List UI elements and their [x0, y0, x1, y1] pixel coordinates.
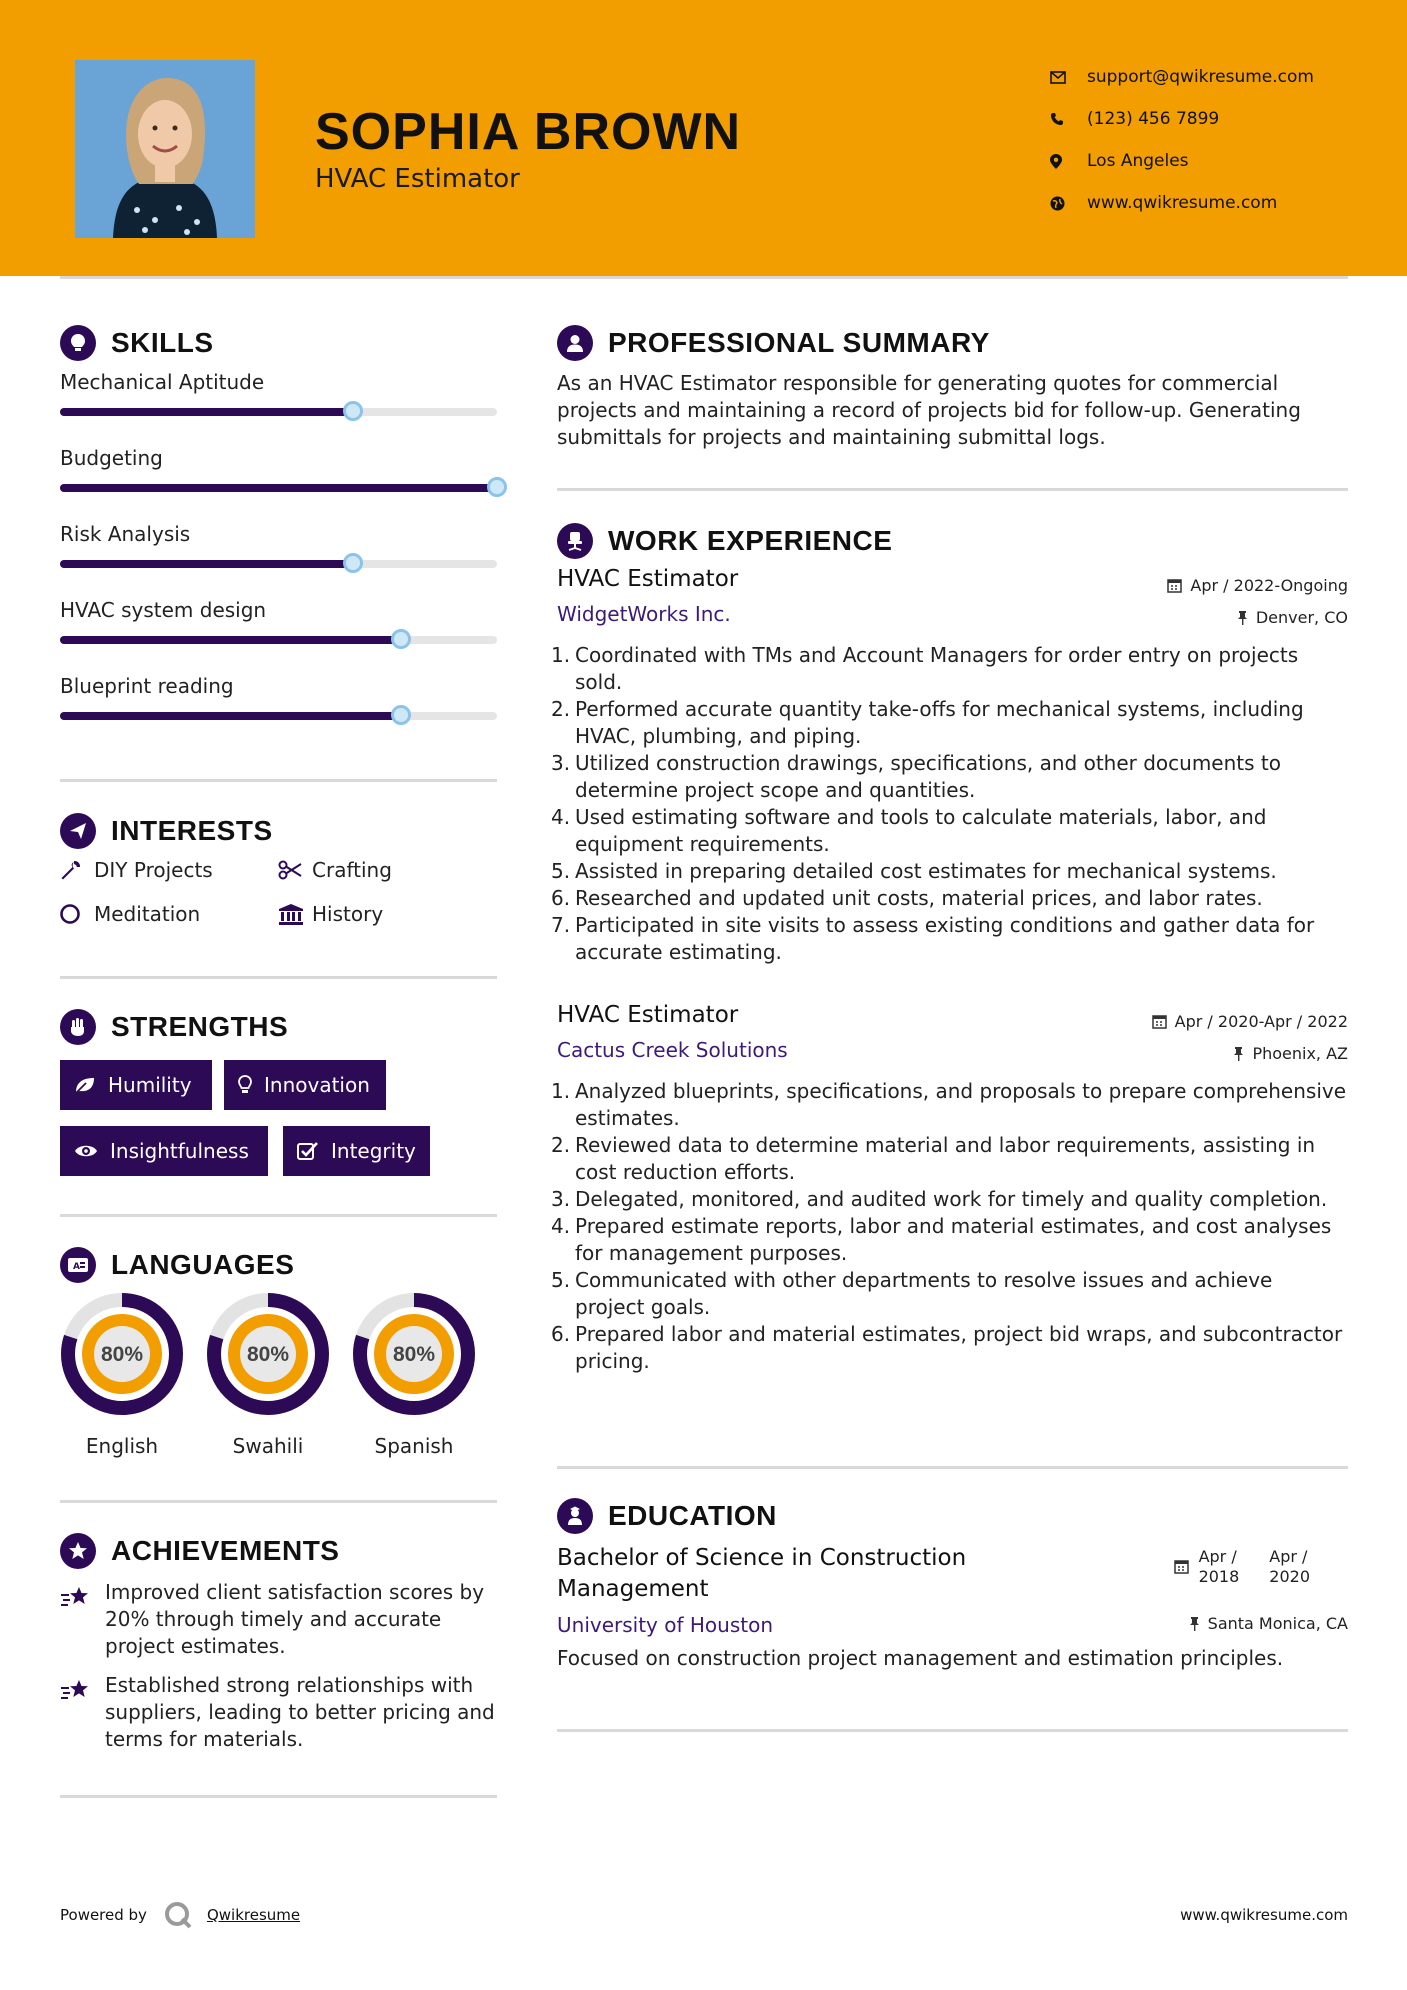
achievement-item: Established strong relationships with suppliers, leading to better pricing and terms for materials. [60, 1672, 497, 1753]
education-heading: EDUCATION [557, 1497, 1348, 1535]
duty-item [551, 858, 1348, 885]
duty-item [551, 750, 1348, 804]
interest-crafting: Crafting [278, 858, 392, 882]
skill-label: Budgeting [60, 446, 163, 470]
achievements-heading: ACHIEVEMENTS [60, 1532, 497, 1570]
language-label: English [85, 1434, 159, 1458]
duty-text: Researched and updated unit costs, material prices, and labor rates. [575, 886, 1263, 910]
footer-website-link[interactable]: www.qwikresume.com [1180, 1906, 1348, 1924]
circle-icon [60, 903, 94, 925]
skill-bar [60, 484, 497, 492]
paper-plane-icon [60, 813, 96, 849]
duty-item [551, 1321, 1348, 1375]
shooting-star-icon [60, 1579, 105, 1660]
duty-text: Performed accurate quantity take-offs for mechanical systems, including HVAC, plumbing, and piping. [575, 697, 1304, 748]
education-start: Apr / 2018 [1198, 1547, 1240, 1586]
interest-history: History [278, 902, 383, 926]
job-dates: Apr / 2022-Ongoing [1167, 576, 1348, 595]
job-location: Phoenix, AZ [1233, 1044, 1348, 1063]
envelope-icon [1050, 71, 1087, 84]
leaf-icon [74, 1076, 96, 1094]
skill-slider-handle[interactable] [391, 705, 411, 725]
education-entry [557, 1543, 1348, 1683]
qwikresume-logo-icon [163, 1900, 193, 1930]
skill-bar [60, 712, 497, 720]
strength-tag-insightfulness: Insightfulness [60, 1126, 268, 1176]
eye-icon [74, 1143, 98, 1159]
skill-bar-fill [60, 712, 401, 720]
duty-text: Utilized construction drawings, specifications, and other documents to determine project scope and quantities. [575, 751, 1281, 802]
skill-label: Risk Analysis [60, 522, 191, 546]
header-banner [0, 0, 1407, 276]
duty-text: Reviewed data to determine material and labor requirements, assisting in cost reduction efforts. [575, 1133, 1316, 1184]
skills-list [60, 370, 497, 740]
languages-section [60, 1246, 497, 1284]
phone-icon [1050, 112, 1087, 126]
language-percent: 80% [246, 1343, 290, 1366]
fist-icon [60, 1009, 96, 1045]
summary-section [557, 324, 1348, 451]
language-item [206, 1292, 330, 1458]
duty-text: Communicated with other departments to resolve issues and achieve project goals. [575, 1268, 1273, 1319]
wrench-icon [60, 859, 94, 881]
duty-text: Delegated, monitored, and audited work for timely and quality completion. [575, 1187, 1328, 1211]
duty-number: 4. [551, 805, 571, 829]
contact-location: Los Angeles [1050, 140, 1314, 182]
skill-label: Mechanical Aptitude [60, 370, 265, 394]
language-ring [60, 1292, 184, 1416]
company-name[interactable]: WidgetWorks Inc. [557, 602, 731, 626]
duty-number: 6. [551, 886, 571, 910]
profile-photo [75, 60, 255, 238]
education-description: Focused on construction project management and estimation principles. [557, 1646, 1284, 1670]
language-item [352, 1292, 476, 1458]
skill-slider-handle[interactable] [343, 401, 363, 421]
duty-text: Prepared estimate reports, labor and material estimates, and cost analyses for management purposes. [575, 1214, 1332, 1265]
graduate-icon [557, 1498, 593, 1534]
duty-number: 3. [551, 1187, 571, 1211]
job-location: Denver, CO [1237, 608, 1348, 627]
skills-heading: SKILLS [60, 324, 497, 362]
section-divider [60, 976, 497, 979]
language-label: Swahili [232, 1434, 304, 1458]
language-icon [60, 1247, 96, 1283]
achievement-item: Improved client satisfaction scores by 20% through timely and accurate project estimates. [60, 1579, 497, 1660]
contact-email[interactable]: support@qwikresume.com [1050, 56, 1314, 98]
interests-section [60, 812, 497, 850]
skill-item [60, 522, 497, 546]
duty-item [551, 885, 1348, 912]
office-chair-icon [557, 523, 593, 559]
job-entry [551, 1002, 1348, 1422]
skill-label: HVAC system design [60, 598, 267, 622]
language-item [60, 1292, 184, 1458]
skill-bar-fill [60, 560, 353, 568]
duty-item [551, 804, 1348, 858]
pushpin-icon [1233, 1047, 1244, 1061]
languages-heading: A LANGUAGES [60, 1246, 497, 1284]
section-divider [557, 488, 1348, 491]
powered-by-label: Powered by [60, 1906, 147, 1924]
duty-item [551, 1213, 1348, 1267]
experience-section [557, 522, 1348, 560]
job-dates: Apr / 2020-Apr / 2022 [1152, 1012, 1348, 1031]
strengths-section [60, 1008, 497, 1046]
duty-number: 2. [551, 697, 571, 721]
strengths-heading: STRENGTHS [60, 1008, 497, 1046]
education-section [557, 1497, 1348, 1535]
education-location: Santa Monica, CA [1189, 1614, 1348, 1633]
duties-list [551, 642, 1348, 966]
skill-slider-handle[interactable] [391, 629, 411, 649]
language-percent: 80% [100, 1343, 144, 1366]
star-badge-icon [60, 1533, 96, 1569]
duty-item [551, 696, 1348, 750]
education-end: Apr / 2020 [1269, 1547, 1310, 1586]
duty-text: Used estimating software and tools to calculate materials, labor, and equipment requirements. [575, 805, 1267, 856]
duty-item [551, 1267, 1348, 1321]
interests-heading: INTERESTS [60, 812, 497, 850]
duty-number: 4. [551, 1214, 571, 1238]
duty-text: Prepared labor and material estimates, project bid wraps, and subcontractor pricing. [575, 1322, 1343, 1373]
degree-line-2: Management [557, 1576, 709, 1602]
language-ring [352, 1292, 476, 1416]
skill-bar-fill [60, 484, 497, 492]
section-divider [60, 779, 497, 782]
skill-item [60, 370, 497, 394]
skill-bar [60, 408, 497, 416]
duty-text: Participated in site visits to assess existing conditions and gather data for accurate estimating. [575, 913, 1315, 964]
strength-tag-innovation: Innovation [224, 1060, 386, 1110]
skill-bar [60, 560, 497, 568]
company-name[interactable]: Cactus Creek Solutions [557, 1038, 788, 1062]
calendar-icon [1174, 1559, 1189, 1574]
calendar-icon [1152, 1014, 1167, 1029]
contact-list [1050, 56, 1314, 224]
bank-icon [278, 903, 312, 925]
strength-tag-humility: Humility [60, 1060, 212, 1110]
duty-number: 5. [551, 1268, 571, 1292]
shooting-star-icon [60, 1672, 105, 1753]
skill-bar-fill [60, 636, 401, 644]
skill-bar-fill [60, 408, 353, 416]
calendar-icon [1167, 578, 1182, 593]
section-divider [60, 1214, 497, 1217]
skill-label: Blueprint reading [60, 674, 234, 698]
skill-item [60, 446, 497, 470]
section-divider [557, 1729, 1348, 1732]
achievements-section [60, 1532, 497, 1570]
skill-item [60, 674, 497, 698]
section-divider [60, 1795, 497, 1798]
lightbulb-icon [238, 1075, 252, 1095]
section-divider [60, 1500, 497, 1503]
duty-item [551, 642, 1348, 696]
interest-diy-projects: DIY Projects [60, 858, 213, 882]
duty-text: Coordinated with TMs and Account Managers for order entry on projects sold. [575, 643, 1299, 694]
duty-item [551, 1078, 1348, 1132]
interests-list [60, 858, 497, 938]
strength-tag-integrity: Integrity [283, 1126, 430, 1176]
skill-slider-handle[interactable] [487, 477, 507, 497]
language-percent: 80% [392, 1343, 436, 1366]
interest-meditation: Meditation [60, 902, 200, 926]
contact-phone[interactable]: (123) 456 7899 [1050, 98, 1314, 140]
check-square-icon [297, 1141, 319, 1161]
duty-number: 1. [551, 1079, 571, 1103]
svg-text:A: A [73, 1262, 80, 1272]
experience-heading: WORK EXPERIENCE [557, 522, 1348, 560]
duty-number: 7. [551, 913, 571, 937]
degree-line-1: Bachelor of Science in Construction [557, 1545, 967, 1571]
job-title: HVAC Estimator [557, 1002, 739, 1028]
duty-number: 5. [551, 859, 571, 883]
duty-number: 2. [551, 1133, 571, 1157]
duty-number: 6. [551, 1322, 571, 1346]
skill-bar [60, 636, 497, 644]
candidate-name: SOPHIA BROWN [315, 103, 742, 161]
map-pin-icon [1050, 154, 1087, 169]
globe-icon [1050, 196, 1087, 211]
pushpin-icon [1189, 1617, 1200, 1631]
brand-link[interactable]: Qwikresume [206, 1906, 301, 1924]
skill-slider-handle[interactable] [343, 553, 363, 573]
section-divider [557, 1466, 1348, 1469]
duty-text: Assisted in preparing detailed cost estimates for mechanical systems. [575, 859, 1277, 883]
language-ring [206, 1292, 330, 1416]
school-name[interactable]: University of Houston [557, 1613, 774, 1637]
duty-number: 3. [551, 751, 571, 775]
candidate-role: HVAC Estimator [315, 164, 520, 194]
duties-list [551, 1078, 1348, 1375]
strengths-tags [60, 1060, 497, 1178]
summary-text: As an HVAC Estimator responsible for generating quotes for commercial projects and maintaining a record of projects bid for follow-up. Generating submittals for projects and maintaining submittal logs. [557, 371, 1301, 449]
pushpin-icon [1237, 611, 1248, 625]
duty-item [551, 1132, 1348, 1186]
duty-item [551, 912, 1348, 966]
job-title: HVAC Estimator [557, 566, 739, 592]
duty-number: 1. [551, 643, 571, 667]
skills-section [60, 324, 497, 362]
contact-website[interactable]: www.qwikresume.com [1050, 182, 1314, 224]
language-label: Spanish [374, 1434, 454, 1458]
job-entry [551, 566, 1348, 986]
user-icon [557, 325, 593, 361]
education-dates [1174, 1547, 1310, 1587]
summary-heading: PROFESSIONAL SUMMARY [557, 324, 1348, 362]
lightbulb-icon [60, 325, 96, 361]
duty-text: Analyzed blueprints, specifications, and proposals to prepare comprehensive estimates. [575, 1079, 1347, 1130]
skill-item [60, 598, 497, 622]
header-divider [60, 276, 1348, 279]
footer-branding [60, 1900, 300, 1930]
languages-list [60, 1292, 497, 1462]
duty-item [551, 1186, 1348, 1213]
scissors-icon [278, 860, 312, 880]
